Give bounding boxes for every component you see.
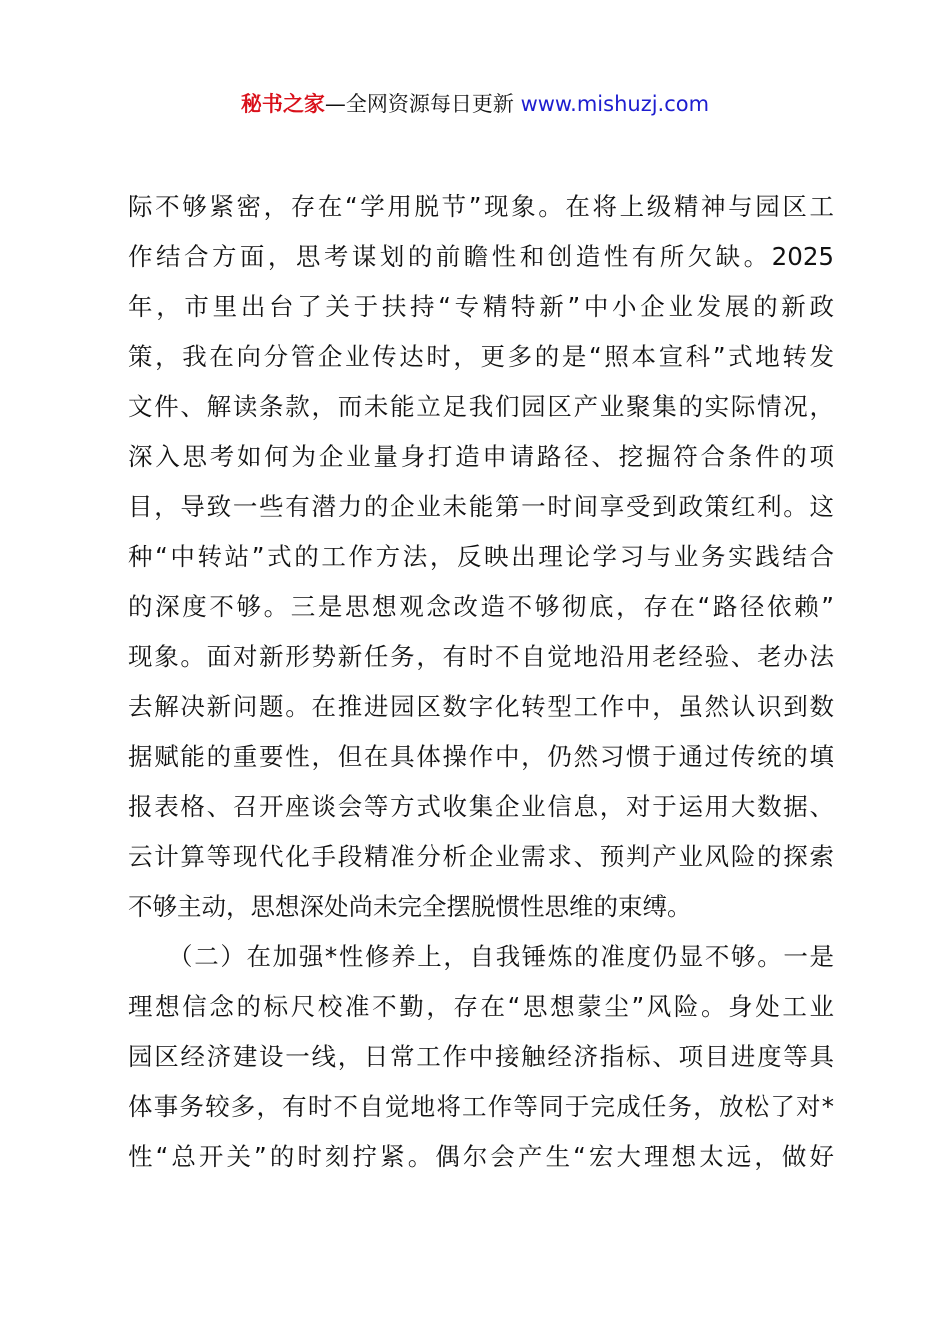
text-line: 种“中转站”式的工作方法，反映出理论学习与业务实践结合: [128, 542, 834, 571]
text-line: （二）在加强*性修养上，自我锤炼的准度仍显不够。一是: [128, 942, 834, 971]
header-slogan: —全网资源每日更新: [324, 92, 521, 116]
text-line: 际不够紧密，存在“学用脱节”现象。在将上级精神与园区工: [128, 192, 834, 221]
text-line: 现象。面对新形势新任务，有时不自觉地沿用老经验、老办法: [128, 642, 834, 671]
text-line: 不够主动，思想深处尚未完全摆脱惯性思维的束缚。: [128, 892, 692, 921]
text-line: 深入思考如何为企业量身打造申请路径、挖掘符合条件的项: [128, 442, 834, 471]
text-line: 据赋能的重要性，但在具体操作中，仍然习惯于通过传统的填: [128, 742, 834, 771]
site-header: [0, 88, 950, 120]
text-line: 体事务较多，有时不自觉地将工作等同于完成任务，放松了对*: [128, 1092, 834, 1121]
text-line: 云计算等现代化手段精准分析企业需求、预判产业风险的探索: [128, 842, 834, 871]
text-line: 的深度不够。三是思想观念改造不够彻底，存在“路径依赖”: [128, 592, 834, 621]
text-line: 去解决新问题。在推进园区数字化转型工作中，虽然认识到数: [128, 692, 834, 721]
text-line: 目，导致一些有潜力的企业未能第一时间享受到政策红利。这: [128, 492, 834, 521]
text-line: 理想信念的标尺校准不勤，存在“思想蒙尘”风险。身处工业: [128, 992, 834, 1021]
site-url[interactable]: www.mishuzj.com: [520, 92, 710, 116]
text-line: 性“总开关”的时刻拧紧。偶尔会产生“宏大理想太远，做好: [128, 1142, 834, 1171]
text-line: 报表格、召开座谈会等方式收集企业信息，对于运用大数据、: [128, 792, 834, 821]
text-line: 年，市里出台了关于扶持“专精特新”中小企业发展的新政: [128, 292, 834, 321]
document-body: [128, 182, 834, 1182]
text-line: 策，我在向分管企业传达时，更多的是“照本宣科”式地转发: [128, 342, 834, 371]
text-line: 园区经济建设一线，日常工作中接触经济指标、项目进度等具: [128, 1042, 834, 1071]
text-line: 作结合方面，思考谋划的前瞻性和创造性有所欠缺。2025: [128, 242, 834, 271]
brand-name: 秘书之家: [240, 92, 325, 116]
text-line: 文件、解读条款，而未能立足我们园区产业聚集的实际情况，: [128, 392, 834, 421]
